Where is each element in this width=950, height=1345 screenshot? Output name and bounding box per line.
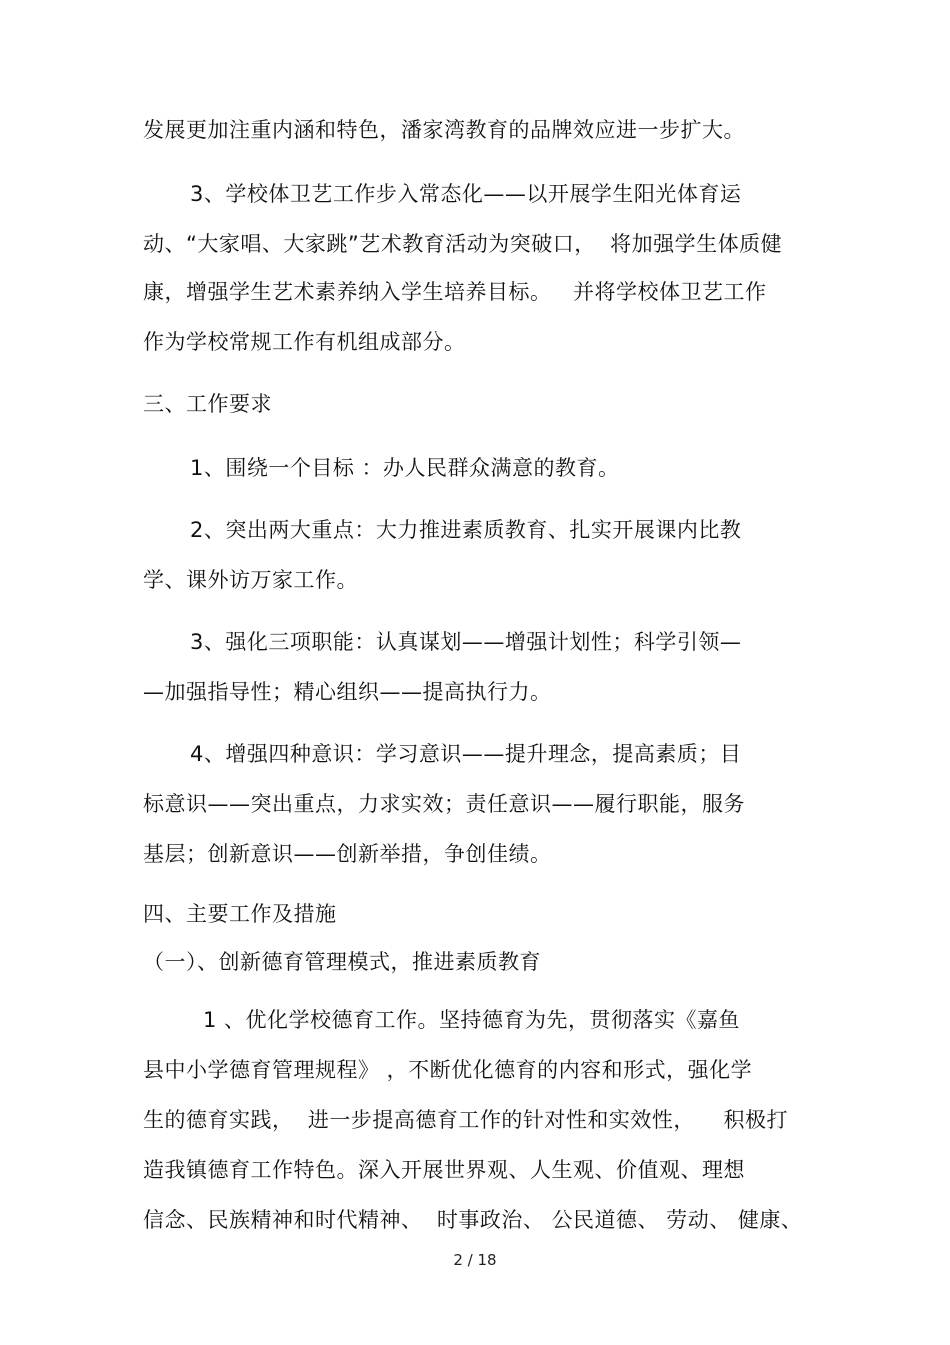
text-line: 造我镇德育工作特色。深入开展世界观、人生观、价值观、理想 [143,1158,745,1182]
section-heading: 四、主要工作及措施 [143,902,337,926]
text-line: 发展更加注重内涵和特色，潘家湾教育的品牌效应进一步扩大。 [143,118,745,142]
page-number: 2 / 18 [453,1251,497,1269]
text-line: 基层；创新意识——创新举措，争创佳绩。 [143,842,552,866]
text-line: 生的德育实践， 进一步提高德育工作的针对性和实效性， 积极打 [143,1108,789,1132]
text-line: —加强指导性；精心组织——提高执行力。 [143,680,552,704]
subsection-heading: （一）、创新德育管理模式，推进素质教育 [143,950,541,974]
text-line: 3、强化三项职能：认真谋划——增强计划性；科学引领— [190,630,742,654]
text-line: 1 、优化学校德育工作。坚持德育为先，贯彻落实《嘉鱼 [203,1008,741,1032]
text-line: 4、增强四种意识：学习意识——提升理念，提高素质；目 [190,742,742,766]
section-heading: 三、工作要求 [143,392,272,416]
text-line: 2、突出两大重点：大力推进素质教育、扎实开展课内比教 [190,518,742,542]
text-line: 信念、民族精神和时代精神、 时事政治、 公民道德、 劳动、 健康、 [143,1208,803,1232]
text-line: 学、课外访万家工作。 [143,568,358,592]
text-line: 作为学校常规工作有机组成部分。 [143,330,466,354]
text-line: 1、围绕一个目标 ：办人民群众满意的教育。 [190,456,620,480]
text-line: 县中小学德育管理规程》 ，不断优化德育的内容和形式，强化学 [143,1058,753,1082]
text-line: 标意识——突出重点，力求实效；责任意识——履行职能，服务 [143,792,745,816]
text-line: 动、“大家唱、大家跳”艺术教育活动为突破口， 将加强学生体质健 [143,232,783,256]
text-line: 3、学校体卫艺工作步入常态化——以开展学生阳光体育运 [190,182,742,206]
text-line: 康，增强学生艺术素养纳入学生培养目标。 并将学校体卫艺工作 [143,280,767,304]
